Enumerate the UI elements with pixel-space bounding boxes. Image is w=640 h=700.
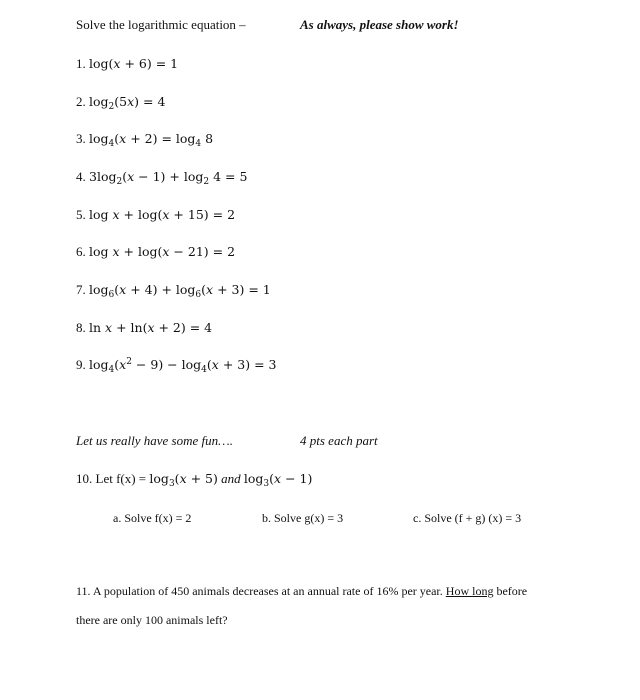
how-long-underlined: How long [445, 584, 494, 598]
problem-10-part-a: a. Solve f(x) = 2 [113, 511, 192, 525]
problem-3: 3. $\log_4(x + 2) = \log_4 8$ [76, 131, 214, 149]
show-work-note: As always, please show work! [300, 17, 459, 32]
problem-5: 5. log x + log(x + 15) = 2 [76, 207, 236, 222]
points-note: 4 pts each part [300, 433, 378, 448]
problem-1: 1. log(x + 6) = 1 [76, 56, 179, 71]
problem-6: 6. log x + log(x − 21) = 2 [76, 244, 236, 259]
problem-11-line-1: 11. A population of 450 animals decreases at an annual rate of 16% per year. How long before [76, 584, 528, 598]
problem-10-part-b: b. Solve g(x) = 3 [262, 511, 344, 525]
problem-11-line-2: there are only 100 animals left? [76, 613, 228, 627]
fun-label: Let us really have some fun…. [76, 433, 233, 448]
instruction-text: Solve the logarithmic equation – [76, 17, 246, 32]
problem-2: 2. $\log_2(5x) = 4$ [76, 94, 166, 112]
problem-8: 8. ln x + ln(x + 2) = 4 [76, 320, 213, 335]
problem-7: 7. $\log_6(x + 4) + \log_6(x + 3) = 1$ [76, 282, 271, 300]
problem-10-part-c: c. Solve (f + g) (x) = 3 [413, 511, 522, 525]
problem-9: 9. $\log_4(x^2 - 9) - \log_4(x + 3) = 3$ [76, 357, 277, 375]
problem-10: 10. Let $f(x) = \log_3(x + 5)$ and $\log_3(x - 1)$ [76, 471, 313, 489]
problem-4: 4. $3\log_2(x - 1) + \log_2 4 = 5$ [76, 169, 248, 187]
